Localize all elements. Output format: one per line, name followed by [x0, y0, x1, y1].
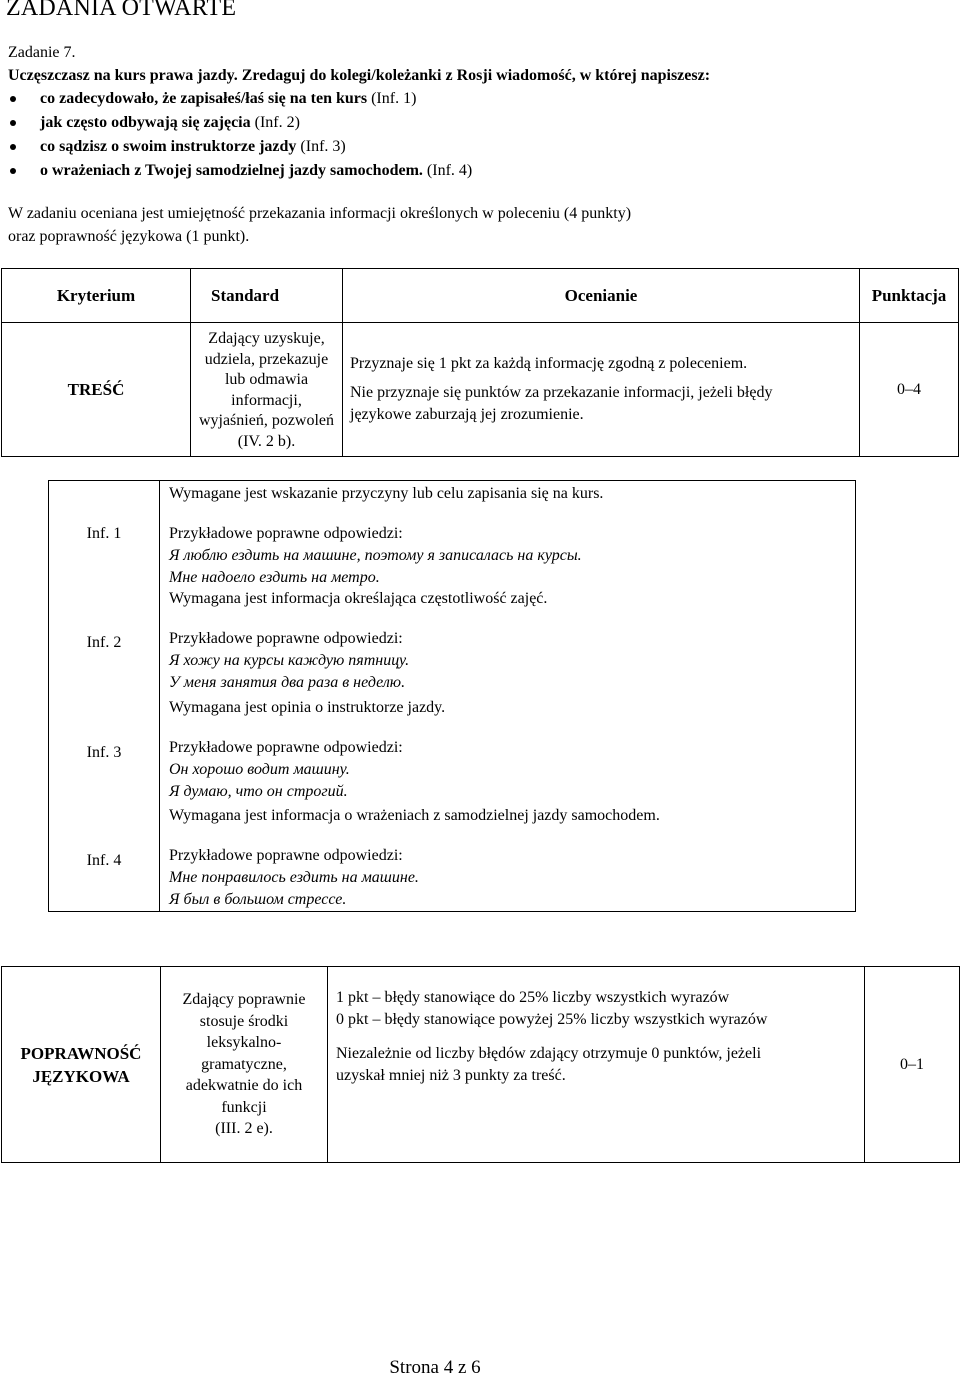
standard-line: gramatyczne, — [201, 1055, 287, 1073]
header-criterion: Kryterium — [2, 269, 191, 323]
answer-requirement: Wymagana jest opinia o instruktorze jazdy. — [169, 699, 446, 716]
header-standard: Standard — [191, 269, 343, 323]
column-divider — [159, 481, 160, 911]
evaluation-line: uzyskał mniej niż 3 punkty za treść. — [336, 1067, 566, 1084]
table-header-row — [2, 269, 959, 323]
task-instruction: Uczęszczasz na kurs prawa jazdy. Zredaguj do kolegi/koleżanki z Rosji wiadomość, w której napiszesz: — [8, 67, 711, 84]
standard-line: Zdający uzyskuje, — [208, 330, 325, 347]
standard-line: leksykalno- — [206, 1034, 282, 1052]
evaluation-rule — [350, 382, 859, 426]
bullet-item — [0, 112, 472, 136]
scoring-note-line: oraz poprawność językowa (1 punkt). — [8, 228, 250, 245]
standard-content — [191, 323, 343, 457]
inf-label: Inf. 4 — [86, 852, 122, 869]
bullet-ref: (Inf. 1) — [371, 90, 417, 107]
standard-line: udziela, przekazuje — [204, 350, 329, 368]
answer-block — [169, 805, 660, 911]
evaluation-line: Nie przyznaje się punktów za przekazanie informacji, jeżeli błędy — [350, 384, 773, 401]
inf-label: Inf. 1 — [86, 525, 122, 542]
standard-line: (IV. 2 b). — [237, 432, 296, 450]
examples-label: Przykładowe poprawne odpowiedzi: — [169, 630, 403, 647]
standard-line: lub odmawia — [224, 371, 309, 388]
standard-line: Zdający poprawnie — [182, 991, 306, 1009]
points-language: 0–1 — [865, 967, 960, 1163]
bullet-text: co zadecydowało, że zapisałeś/łaś się na ten kurs — [40, 90, 368, 107]
inf-label: Inf. 2 — [86, 634, 122, 651]
bullet-ref: (Inf. 3) — [300, 138, 346, 155]
content-row — [2, 323, 959, 457]
answer-requirement: Wymagana jest informacja o wrażeniach z samodzielnej jazdy samochodem. — [169, 807, 660, 824]
standard-line: wyjaśnień, pozwoleń — [198, 412, 335, 429]
bullet-text: jak często odbywają się zajęcia — [40, 114, 251, 131]
answer-block — [169, 483, 603, 589]
bullet-item — [0, 88, 472, 112]
scoring-note — [8, 202, 860, 248]
examples-label: Przykładowe poprawne odpowiedzi: — [169, 739, 403, 756]
content-criteria-table — [1, 268, 959, 457]
bullet-item — [0, 136, 472, 160]
bullet-ref: (Inf. 2) — [254, 114, 300, 131]
answer-requirement: Wymagane jest wskazanie przyczyny lub celu zapisania się na kurs. — [169, 485, 604, 502]
standard-line: adekwatnie do ich — [185, 1077, 303, 1095]
evaluation-line: językowe zaburzają jej zrozumienie. — [350, 406, 584, 423]
example-answer: Я думаю, что он строгий. — [169, 783, 348, 800]
answer-block — [169, 697, 445, 803]
evaluation-rule: Przyznaje się 1 pkt za każdą informację zgodną z poleceniem. — [350, 355, 748, 372]
expected-answers-box — [48, 480, 856, 912]
example-answer: У меня занятия два раза в неделю. — [169, 674, 406, 691]
task-number: Zadanie 7. — [8, 44, 76, 61]
example-answer: Я люблю ездить на машине, поэтому я записалась на курсы. — [169, 547, 582, 564]
bullet-text: co sądzisz o swoim instruktorze jazdy — [40, 138, 297, 155]
bullet-text: o wrażeniach z Twojej samodzielnej jazdy samochodem. — [40, 162, 423, 179]
header-points: Punktacja — [860, 269, 959, 323]
example-answer: Мне надоело ездить на метро. — [169, 569, 380, 586]
evaluation-rule: 0 pkt – błędy stanowiące powyżej 25% liczby wszystkich wyrazów — [336, 1011, 768, 1028]
scoring-note-line: W zadaniu oceniana jest umiejętność przekazania informacji określonych w poleceniu (4 punkty) — [8, 205, 632, 222]
header-evaluation: Ocenianie — [343, 269, 860, 323]
examples-label: Przykładowe poprawne odpowiedzi: — [169, 525, 403, 542]
page-number: Strona 4 z 6 — [389, 1357, 481, 1378]
evaluation-rule: 1 pkt – błędy stanowiące do 25% liczby wszystkich wyrazów — [336, 989, 730, 1006]
evaluation-rule — [336, 1043, 864, 1087]
standard-language — [161, 967, 328, 1163]
standard-line: informacji, — [231, 391, 302, 409]
bullet-item — [0, 160, 472, 184]
evaluation-content — [343, 323, 860, 457]
criterion-language — [2, 967, 161, 1163]
examples-label: Przykładowe poprawne odpowiedzi: — [169, 847, 403, 864]
example-answer: Я был в большом стрессе. — [169, 891, 347, 908]
page-title: ZADANIA OTWARTE — [6, 0, 237, 21]
standard-line: stosuje środki — [199, 1012, 289, 1030]
standard-line: funkcji — [221, 1098, 267, 1116]
language-row — [2, 967, 960, 1163]
answer-block — [169, 588, 547, 694]
example-answer: Я хожу на курсы каждую пятницу. — [169, 652, 410, 669]
inf-label: Inf. 3 — [86, 744, 122, 761]
task-bullet-list — [0, 88, 472, 184]
criterion-line: POPRAWNOŚĆ — [20, 1043, 142, 1063]
language-criteria-table — [1, 966, 960, 1163]
criterion-line: JĘZYKOWA — [32, 1066, 130, 1086]
example-answer: Он хорошо водит машину. — [169, 761, 350, 778]
bullet-ref: (Inf. 4) — [426, 162, 473, 179]
criterion-content: TREŚĆ — [2, 323, 191, 457]
example-answer: Мне понравилось ездить на машине. — [169, 869, 419, 886]
evaluation-line: Niezależnie od liczby błędów zdający otrzymuje 0 punktów, jeżeli — [336, 1045, 762, 1062]
evaluation-language — [328, 967, 865, 1163]
standard-line: (III. 2 e). — [215, 1120, 273, 1138]
points-content: 0–4 — [860, 323, 959, 457]
answer-requirement: Wymagana jest informacja określająca częstotliwość zajęć. — [169, 590, 548, 607]
